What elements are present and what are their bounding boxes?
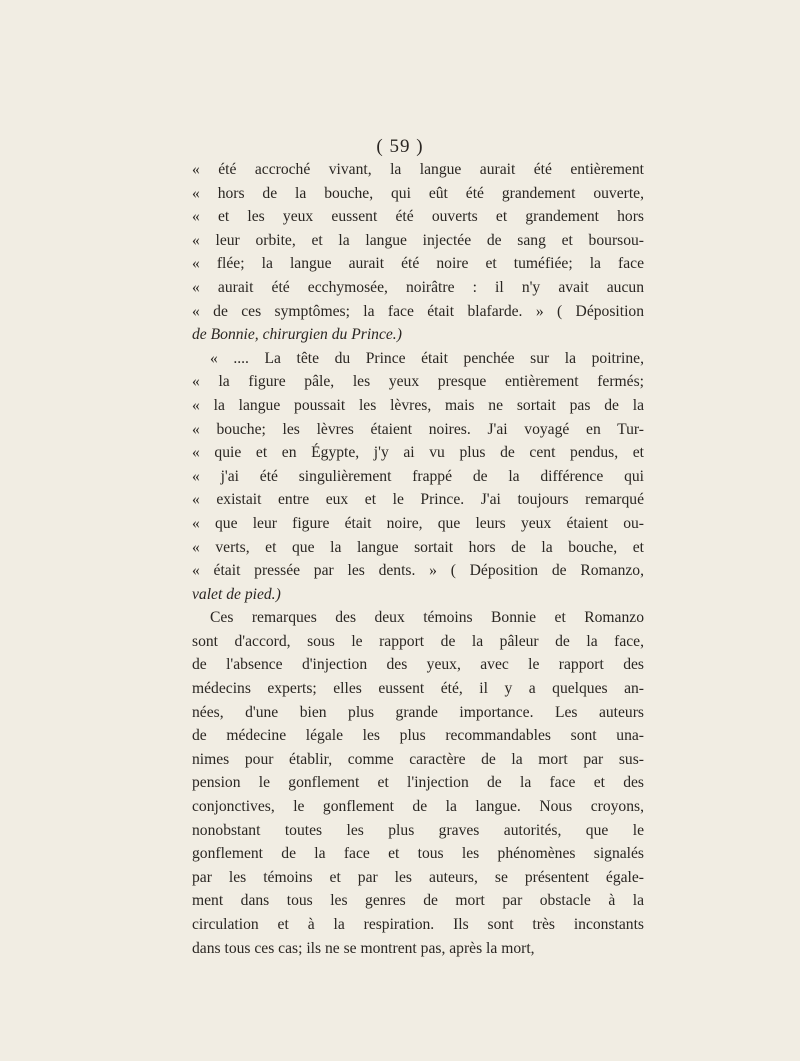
attribution-line: valet de pied.) [192, 585, 281, 603]
text-line: « la figure pâle, les yeux presque entièrement fermés; [192, 373, 644, 391]
text-line: de médecine légale les plus recommandables sont una- [192, 727, 644, 745]
text-line: de l'absence d'injection des yeux, avec le rapport des [192, 656, 644, 674]
text-line: « existait entre eux et le Prince. J'ai toujours remarqué [192, 491, 644, 509]
text-line: « la langue poussait les lèvres, mais ne sortait pas de la [192, 396, 644, 414]
text-line: « .... La tête du Prince était penchée sur la poitrine, [210, 349, 644, 367]
text-line: gonflement de la face et tous les phénomènes signalés [192, 845, 644, 863]
text-line: « était pressée par les dents. » ( Déposition de Romanzo, [192, 562, 644, 580]
text-line: « aurait été ecchymosée, noirâtre : il n'y avait aucun [192, 278, 644, 296]
text-line: nimes pour établir, comme caractère de la mort par sus- [192, 750, 644, 768]
attribution-line: de Bonnie, chirurgien du Prince.) [192, 326, 402, 344]
text-line: pension le gonflement et l'injection de la face et des [192, 774, 644, 792]
text-line: nonobstant toutes les plus graves autorités, que le [192, 821, 644, 839]
text-line: « de ces symptômes; la face était blafarde. » ( Déposition [192, 302, 644, 320]
text-line: dans tous ces cas; ils ne se montrent pas, après la mort, [192, 939, 535, 957]
text-line: ment dans tous les genres de mort par obstacle à la [192, 892, 644, 910]
text-line: « que leur figure était noire, que leurs yeux étaient ou- [192, 514, 644, 532]
text-line: médecins experts; elles eussent été, il y a quelques an- [192, 680, 644, 698]
text-line: nées, d'une bien plus grande importance. Les auteurs [192, 703, 644, 721]
text-line: « été accroché vivant, la langue aurait été entièrement [192, 161, 644, 178]
text-line: « quie et en Égypte, j'y ai vu plus de cent pendus, et [192, 444, 644, 462]
text-line: « leur orbite, et la langue injectée de sang et boursou- [192, 231, 644, 249]
text-line: « et les yeux eussent été ouverts et grandement hors [192, 208, 644, 226]
text-line: « flée; la langue aurait été noire et tuméfiée; la face [192, 255, 644, 273]
body-text [192, 158, 644, 960]
text-line: par les témoins et par les auteurs, se présentent égale- [192, 868, 644, 886]
page-number: ( 59 ) [376, 136, 424, 157]
text-line: « j'ai été singulièrement frappé de la différence qui [192, 467, 644, 485]
text-line: « verts, et que la langue sortait hors de la bouche, et [192, 538, 644, 556]
text-line: sont d'accord, sous le rapport de la pâleur de la face, [192, 632, 644, 650]
text-line: « bouche; les lèvres étaient noires. J'ai voyagé en Tur- [192, 420, 644, 438]
text-line: Ces remarques des deux témoins Bonnie et Romanzo [210, 609, 644, 627]
text-line: « hors de la bouche, qui eût été grandement ouverte, [192, 184, 644, 202]
text-line: circulation et à la respiration. Ils sont très inconstants [192, 916, 644, 933]
text-line: conjonctives, le gonflement de la langue. Nous croyons, [192, 798, 644, 816]
